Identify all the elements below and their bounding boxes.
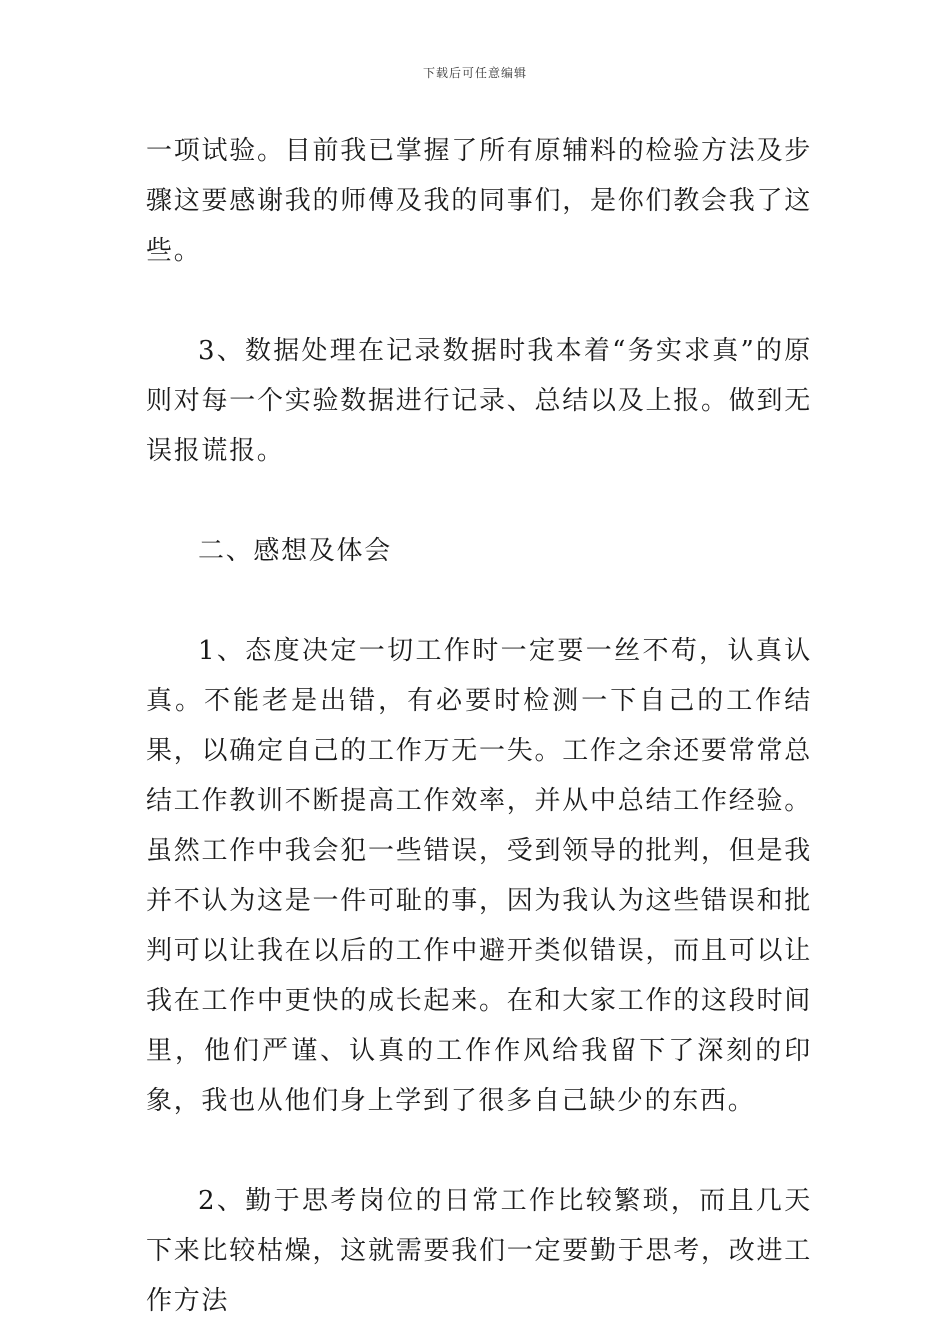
section-heading-thoughts: 二、感想及体会 xyxy=(198,536,392,566)
document-body xyxy=(146,126,812,1326)
paragraph-attitude: 1、态度决定一切工作时一定要一丝不苟，认真认真。不能老是出错，有必要时检测一下自己的工作结果，以确定自己的工作万无一失。工作之余还要常常总结工作教训不断提高工作效率，并从中总结工作经验。虽然工作中我会犯一些错误，受到领导的批判，但是我并不认为这是一件可耻的事，因为我认为这些错误和批判可以让我在以后的工作中避开类似错误，而且可以让我在工作中更快的成长起来。在和大家工作的这段时间里，他们严谨、认真的工作作风给我留下了深刻的印象，我也从他们身上学到了很多自己缺少的东西。 xyxy=(146,636,812,1116)
paragraph-continuation: 一项试验。目前我已掌握了所有原辅料的检验方法及步骤这要感谢我的师傅及我的同事们，是你们教会我了这些。 xyxy=(146,136,812,266)
page-header: 下载后可任意编辑 xyxy=(422,66,527,80)
paragraph-thinking: 2、勤于思考岗位的日常工作比较繁琐，而且几天下来比较枯燥，这就需要我们一定要勤于思考，改进工作方法 xyxy=(146,1186,812,1316)
paragraph-data-processing: 3、数据处理在记录数据时我本着“务实求真”的原则对每一个实验数据进行记录、总结以及上报。做到无误报谎报。 xyxy=(146,336,812,466)
